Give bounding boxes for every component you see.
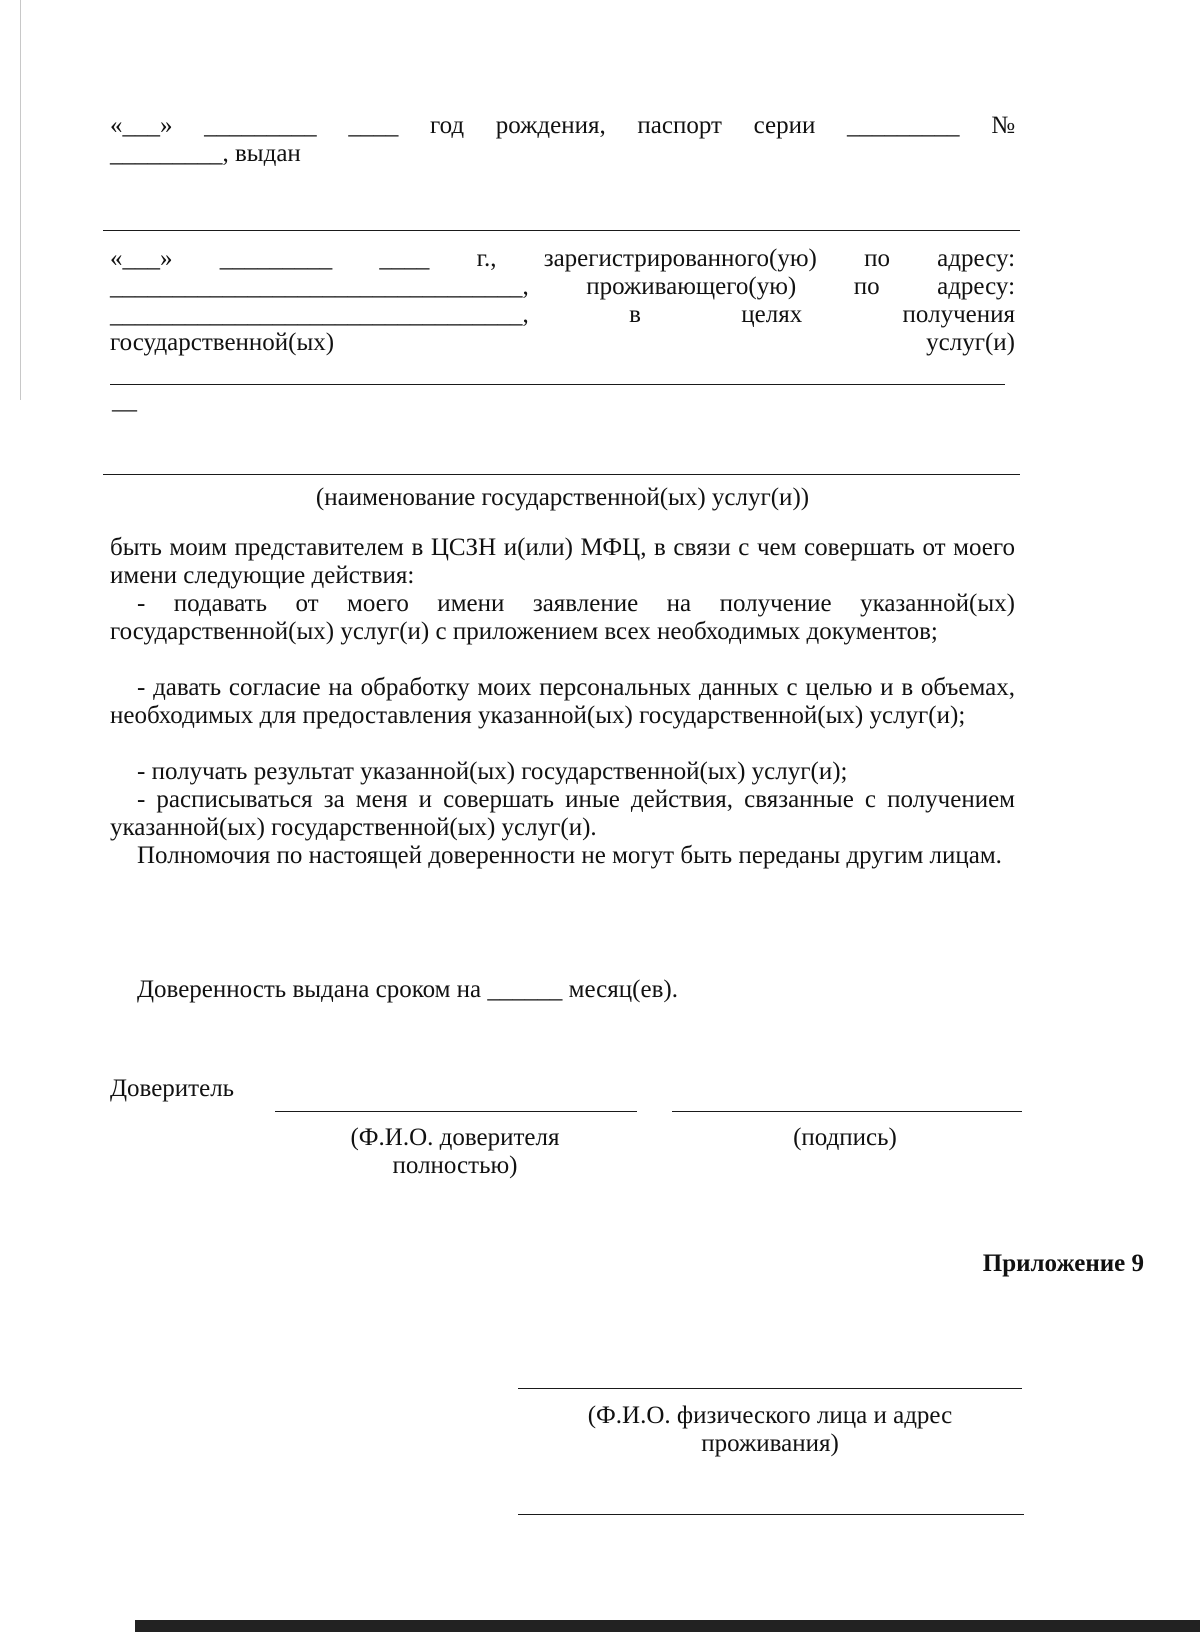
state-label: государственной(ых) (110, 329, 335, 356)
birth-year-blank: ____ (348, 112, 399, 139)
registration-row (110, 245, 1015, 273)
bullet-result: - получать результат указанной(ых) государственной(ых) услуг(и); (137, 758, 848, 785)
residence-row (110, 273, 1015, 301)
issue-year-blank: ____ (379, 245, 430, 272)
person-address-line (518, 1514, 1024, 1515)
principal-fio-line (275, 1111, 637, 1112)
service-line-1 (110, 384, 1005, 385)
person-caption-line-2: проживания) (701, 1430, 839, 1457)
powers-paragraph: Полномочия по настоящей доверенности не могут быть переданы другим лицам. (137, 842, 1002, 869)
by-label: по (853, 273, 880, 300)
person-caption-line-1: (Ф.И.О. физического лица и адрес (587, 1402, 953, 1429)
bullet-submit: - подавать от моего имени заявление на получение указанной(ых) государственной(ых) услуг(и) с приложением всех необходимых документов; (110, 590, 1015, 645)
term-row (137, 976, 678, 1004)
services-row (110, 329, 1015, 357)
in-label: в (629, 301, 641, 328)
birth-day-blank: «___» (110, 112, 173, 139)
passport-row (110, 112, 1015, 140)
issued-by-line (103, 230, 1020, 231)
body-paragraph: быть моим представителем в ЦСЗН и(или) МФЦ, в связи с чем совершать от моего имени следующие действия: (110, 534, 1015, 589)
signature-caption: (подпись) (793, 1124, 897, 1151)
number-sign: № (991, 112, 1016, 139)
issued-row: _________, выдан (110, 140, 301, 167)
bullet-sign: - расписываться за меня и совершать иные действия, связанные с получением указанной(ых) государственной(ых) услуг(и). (110, 786, 1015, 841)
principal-signature-line (672, 1111, 1022, 1112)
dash-mark: — (112, 396, 137, 423)
purpose-label: целях (741, 301, 803, 328)
term-suffix: месяц(ев). (568, 976, 678, 1003)
services-label: услуг(и) (926, 329, 1015, 356)
scan-edge (20, 0, 21, 400)
purpose-row (110, 301, 1015, 329)
scan-bottom-edge (135, 1620, 1200, 1632)
series-blank: _________ (847, 112, 960, 139)
term-blank: ______ (487, 976, 563, 1003)
person-caption (540, 1402, 1000, 1458)
appendix-title: Приложение 9 (982, 1250, 1144, 1277)
by-label: по (864, 245, 890, 272)
principal-label: Доверитель (110, 1075, 235, 1102)
series-label: серии (753, 112, 816, 139)
residing-label: проживающего(ую) (586, 273, 797, 300)
principal-fio-caption-line-2: полностью) (392, 1152, 518, 1179)
service-line-2 (103, 474, 1020, 475)
birth-month-blank: _________ (204, 112, 317, 139)
birth-year-label: год (429, 112, 465, 139)
issue-month-blank: _________ (219, 245, 333, 272)
address-label: адресу: (937, 273, 1016, 300)
passport-label: паспорт (637, 112, 722, 139)
issue-day-blank: «___» (110, 245, 173, 272)
term-prefix: Доверенность выдана сроком на (137, 976, 482, 1003)
address-label: адресу: (937, 245, 1016, 272)
bullet-consent: - давать согласие на обработку моих персональных данных с целью и в объемах, необходимых для предоставления указанной(ых) государственной(ых) услуг(и); (110, 674, 1015, 729)
residence-address-blank: _________________________________, (110, 301, 529, 328)
service-caption: (наименование государственной(ых) услуг(и)) (315, 484, 810, 511)
principal-fio-caption-line-1: (Ф.И.О. доверителя (350, 1124, 560, 1151)
principal-fio-caption (300, 1124, 610, 1180)
obtaining-label: получения (902, 301, 1015, 328)
registration-address-blank: _________________________________, (110, 273, 529, 300)
person-line (518, 1388, 1022, 1389)
registered-label: зарегистрированного(ую) (543, 245, 817, 272)
year-abbr: г., (476, 245, 497, 272)
birth-label: рождения, (495, 112, 606, 139)
